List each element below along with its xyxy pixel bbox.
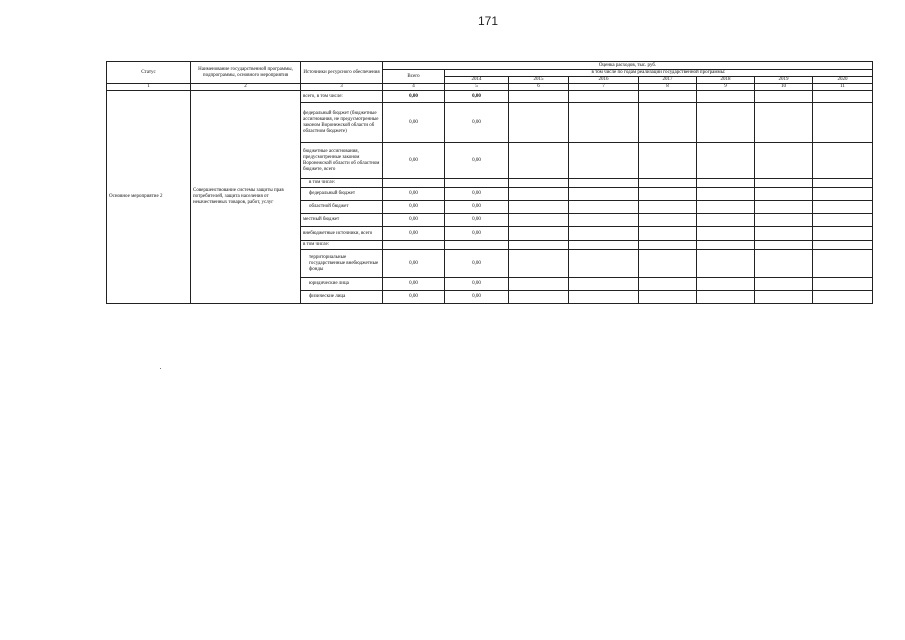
column-number: 3 (301, 84, 383, 91)
year-header: 2014 (445, 77, 509, 84)
header-by-years: в том числе по годам реализации государственной программы: (445, 70, 873, 77)
source-cell: в том числе: (301, 179, 383, 188)
year-2014-cell (445, 241, 509, 250)
name-cell: Совершенствование системы защиты прав потребителей, защита населения от некачественных товаров, работ, услуг (191, 91, 301, 304)
total-cell: 0,00 (383, 188, 445, 201)
source-cell: федеральный бюджет (301, 188, 383, 201)
total-cell: 0,00 (383, 278, 445, 291)
total-cell: 0,00 (383, 227, 445, 241)
year-2014-cell: 0,00 (445, 143, 509, 179)
year-2014-cell: 0,00 (445, 278, 509, 291)
year-header: 2018 (697, 77, 755, 84)
year-2014-cell: 0,00 (445, 250, 509, 278)
scan-speck (160, 368, 161, 369)
source-cell: территориальные государственные внебюджетные фонды (301, 250, 383, 278)
year-header: 2015 (509, 77, 569, 84)
year-2014-cell: 0,00 (445, 91, 509, 103)
column-number: 5 (445, 84, 509, 91)
source-cell: в том числе: (301, 241, 383, 250)
source-cell: местный бюджет (301, 214, 383, 227)
total-cell: 0,00 (383, 214, 445, 227)
header-source: Источники ресурсного обеспечения (301, 62, 383, 84)
year-2014-cell: 0,00 (445, 201, 509, 214)
column-number: 6 (509, 84, 569, 91)
source-cell: областной бюджет (301, 201, 383, 214)
column-number: 9 (697, 84, 755, 91)
total-cell: 0,00 (383, 250, 445, 278)
total-cell: 0,00 (383, 91, 445, 103)
source-cell: бюджетные ассигнования, предусмотренные законом Воронежской области об областном бюджете, всего (301, 143, 383, 179)
header-total: Всего (383, 70, 445, 84)
total-cell: 0,00 (383, 201, 445, 214)
page-number: 171 (478, 14, 499, 28)
status-cell: Основное мероприятие 2 (107, 91, 191, 304)
total-cell (383, 241, 445, 250)
column-number: 10 (755, 84, 813, 91)
year-2014-cell (445, 179, 509, 188)
year-2014-cell: 0,00 (445, 227, 509, 241)
source-cell: физические лица (301, 291, 383, 304)
header-name: Наименование государственной программы, подпрограммы, основного мероприятия (191, 62, 301, 84)
column-number: 2 (191, 84, 301, 91)
year-header: 2019 (755, 77, 813, 84)
budget-table (106, 61, 873, 304)
total-cell: 0,00 (383, 143, 445, 179)
total-cell: 0,00 (383, 103, 445, 143)
source-cell: внебюджетные источники, всего (301, 227, 383, 241)
year-header: 2020 (813, 77, 873, 84)
total-cell: 0,00 (383, 291, 445, 304)
year-2014-cell: 0,00 (445, 188, 509, 201)
total-cell (383, 179, 445, 188)
header-status: Статус (107, 62, 191, 84)
header-estimate: Оценка расходов, тыс. руб. (383, 62, 873, 70)
source-cell: юридические лица (301, 278, 383, 291)
column-number: 11 (813, 84, 873, 91)
source-cell: федеральный бюджет (бюджетные ассигнования, не предусмотренные законом Воронежской области об областном бюджете) (301, 103, 383, 143)
year-2014-cell: 0,00 (445, 103, 509, 143)
year-2014-cell: 0,00 (445, 214, 509, 227)
column-number: 8 (639, 84, 697, 91)
source-cell: всего, в том числе: (301, 91, 383, 103)
column-number: 7 (569, 84, 639, 91)
column-number: 4 (383, 84, 445, 91)
year-header: 2016 (569, 77, 639, 84)
year-2014-cell: 0,00 (445, 291, 509, 304)
year-header: 2017 (639, 77, 697, 84)
table-row (107, 91, 873, 103)
column-number: 1 (107, 84, 191, 91)
